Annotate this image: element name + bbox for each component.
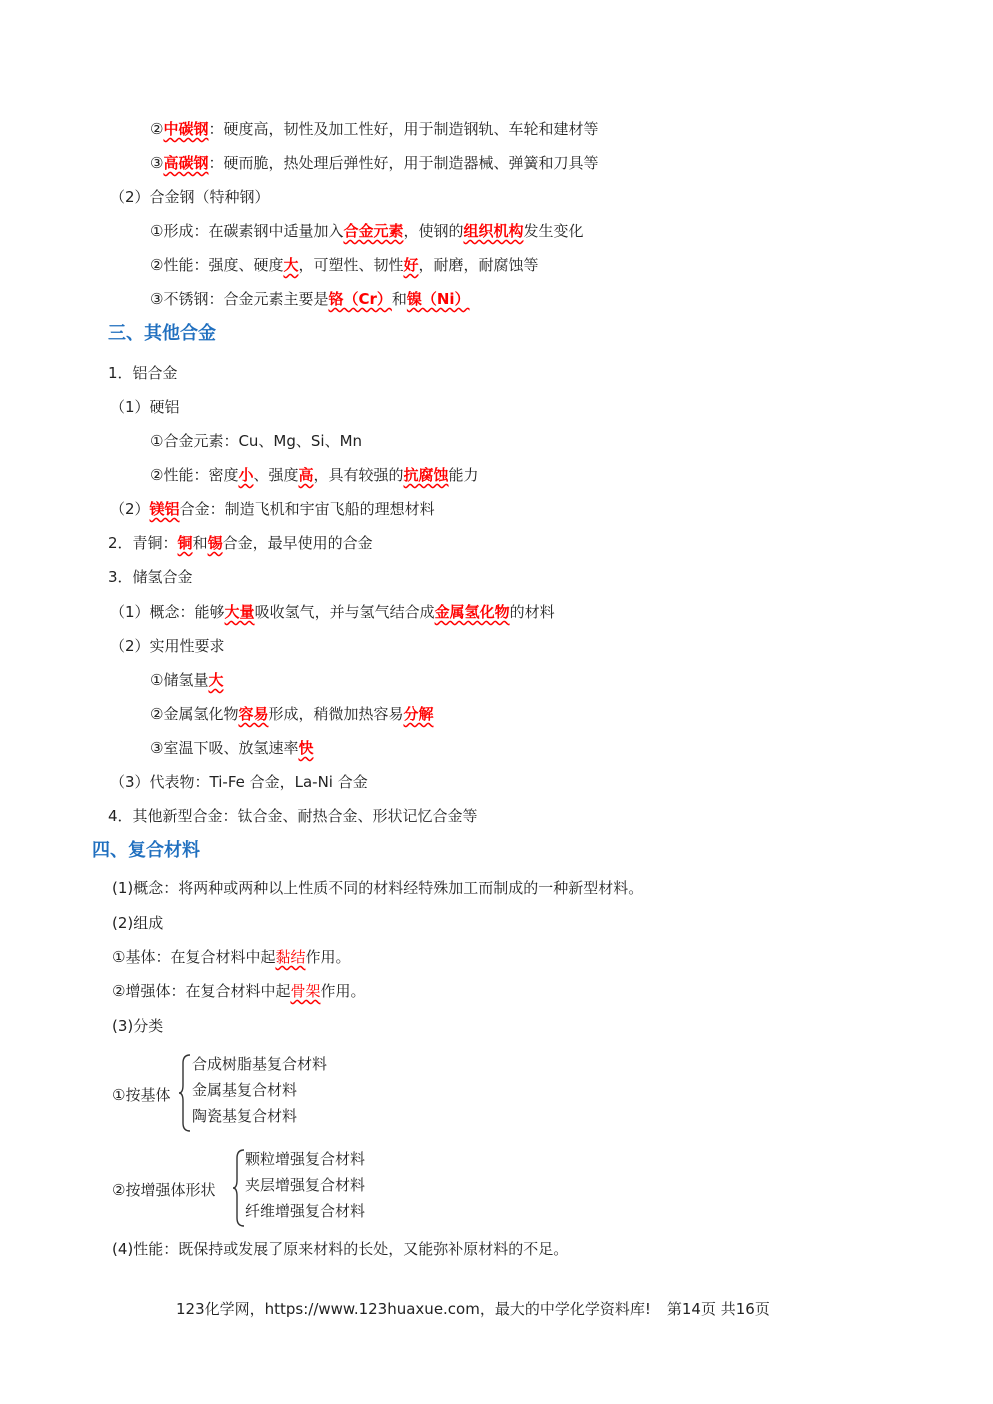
keyword-decompose: 分解: [403, 705, 434, 723]
keyword-metal-hydride: 金属氢化物: [434, 603, 510, 621]
keyword-skeleton: 骨架: [290, 982, 321, 1000]
keyword-corrosion-resistance: 抗腐蚀: [403, 466, 449, 484]
line-medium-carbon-steel: ②中碳钢：硬度高，韧性及加工性好，用于制造钢轨、车轮和建材等: [150, 120, 599, 138]
keyword-small: 小: [238, 466, 254, 484]
line-duralumin-elements: ①合金元素：Cu、Mg、Si、Mn: [150, 432, 363, 450]
classification-shape-item-fiber: 纤维增强复合材料: [245, 1202, 366, 1220]
line-hydrogen-storage: 3．储氢合金: [108, 568, 193, 586]
line-composition: (2)组成: [112, 914, 164, 932]
classification-shape-item-particle: 颗粒增强复合材料: [245, 1150, 366, 1168]
line-alloy-steel: （2）合金钢（特种钢）: [110, 188, 270, 206]
line-hydrogen-concept: （1）概念：能够大量吸收氢气，并与氢气结合成金属氢化物的材料: [110, 603, 555, 621]
classification-matrix-item-metal: 金属基复合材料: [192, 1081, 298, 1099]
line-duralumin-performance: ②性能：密度小、强度高，具有较强的抗腐蚀能力: [150, 466, 479, 484]
keyword-alloy-element: 合金元素: [343, 222, 404, 240]
line-stainless-steel: ③不锈钢：合金元素主要是铬（Cr）和镍（Ni）: [150, 290, 470, 308]
keyword-fast: 快: [298, 739, 314, 757]
line-high-carbon-steel: ③高碳钢：硬而脆，热处理后弹性好，用于制造器械、弹簧和刀具等: [150, 154, 599, 172]
brace-shape: [232, 1148, 246, 1228]
line-alloy-formation: ①形成：在碳素钢中适量加入合金元素，使钢的组织机构发生变化: [150, 222, 584, 240]
line-duralumin: （1）硬铝: [110, 398, 180, 416]
keyword-nickel: 镍（Ni）: [406, 290, 470, 308]
line-composite-concept: (1)概念：将两种或两种以上性质不同的材料经特殊加工而制成的一种新型材料。: [112, 879, 644, 897]
keyword-big: 大: [283, 256, 299, 274]
classification-matrix-item-resin: 合成树脂基复合材料: [192, 1055, 328, 1073]
line-composite-performance: (4)性能：既保持或发展了原来材料的长处，又能弥补原材料的不足。: [112, 1240, 569, 1258]
page-footer: [176, 1298, 770, 1319]
heading-composite-materials: 四、复合材料: [92, 840, 200, 861]
brace-matrix: [178, 1053, 192, 1133]
classification-shape-item-layer: 夹层增强复合材料: [245, 1176, 366, 1194]
footer-site: 123化学网，https://www.123huaxue.com，最大的中学化学资料库!: [176, 1300, 651, 1318]
line-bronze: 2．青铜：铜和锡合金，最早使用的合金: [108, 534, 373, 552]
line-storage-capacity: ①储氢量大: [150, 671, 224, 689]
footer-page-number: 第14页 共16页: [666, 1300, 770, 1318]
keyword-copper: 铜: [177, 534, 193, 552]
classification-matrix-item-ceramic: 陶瓷基复合材料: [192, 1107, 298, 1125]
line-magnesium-aluminum: （2）镁铝合金：制造飞机和宇宙飞船的理想材料: [110, 500, 435, 518]
keyword-magnesium-aluminum: 镁铝: [149, 500, 180, 518]
keyword-high: 高: [298, 466, 314, 484]
line-representatives: （3）代表物：Ti-Fe 合金，La-Ni 合金: [110, 773, 368, 791]
line-alloy-performance: ②性能：强度、硬度大，可塑性、韧性好，耐磨，耐腐蚀等: [150, 256, 539, 274]
keyword-bonding: 黏结: [275, 948, 306, 966]
line-classification: (3)分类: [112, 1017, 164, 1035]
line-aluminum-alloy: 1．铝合金: [108, 364, 178, 382]
keyword-good: 好: [403, 256, 419, 274]
keyword-tin: 锡: [207, 534, 223, 552]
keyword-medium-carbon-steel: 中碳钢: [163, 120, 209, 138]
line-practical-requirements: （2）实用性要求: [110, 637, 225, 655]
keyword-large: 大: [208, 671, 224, 689]
line-new-alloys: 4．其他新型合金：钛合金、耐热合金、形状记忆合金等: [108, 807, 478, 825]
keyword-chromium: 铬（Cr）: [328, 290, 392, 308]
keyword-large-amount: 大量: [224, 603, 255, 621]
line-matrix: ①基体：在复合材料中起黏结作用。: [112, 948, 351, 966]
line-reinforcement: ②增强体：在复合材料中起骨架作用。: [112, 982, 366, 1000]
line-hydride-formation: ②金属氢化物容易形成，稍微加热容易分解: [150, 705, 434, 723]
classification-shape-label: ②按增强体形状: [112, 1181, 216, 1199]
keyword-structure: 组织机构: [463, 222, 524, 240]
classification-matrix-label: ①按基体: [112, 1086, 171, 1104]
keyword-high-carbon-steel: 高碳钢: [163, 154, 209, 172]
heading-other-alloys: 三、其他合金: [108, 323, 216, 344]
line-absorption-rate: ③室温下吸、放氢速率快: [150, 739, 314, 757]
keyword-easy: 容易: [238, 705, 269, 723]
